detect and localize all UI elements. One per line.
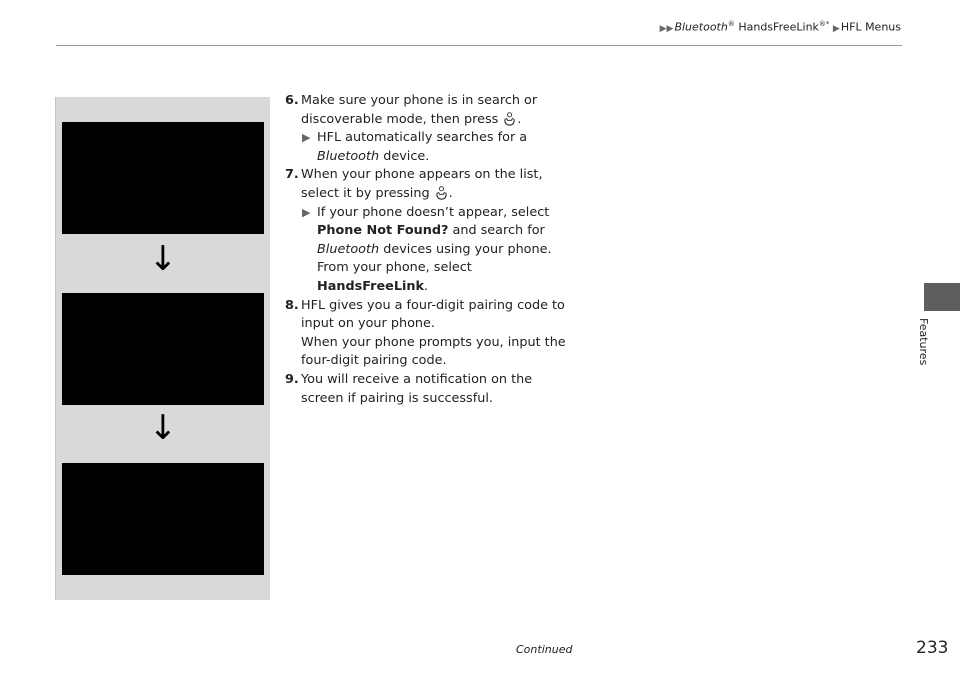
header-rule — [56, 45, 902, 46]
step-text: When your phone appears on the list, select it by pressing — [301, 167, 543, 201]
breadcrumb-hfl-menus: HFL Menus — [840, 20, 901, 34]
phone-not-found-label: Phone Not Found? — [317, 223, 449, 239]
step-7-result: ▶ If your phone doesn’t appear, select Phone Not Found? and search for Bluetooth devices using your phone. From your phone, select HandsFreeLink. — [302, 204, 552, 294]
screen-image-3 — [62, 463, 264, 575]
down-arrow-icon: ↓ — [148, 239, 178, 279]
breadcrumb-handsfreelink: HandsFreeLink — [734, 20, 819, 34]
step-text: HFL gives you a four-digit pairing code to input on your phone. — [301, 297, 565, 332]
page-number: 233 — [916, 638, 949, 658]
handsfreelink-label: HandsFreeLink — [317, 278, 424, 294]
breadcrumb: ▶▶Bluetooth® HandsFreeLink®* ▶HFL Menus — [659, 20, 901, 34]
instruction-steps — [285, 92, 575, 408]
step-8 — [285, 297, 575, 371]
section-tab — [924, 283, 960, 311]
triangle-icon: ▶ — [832, 23, 840, 34]
step-7: 7. When your phone appears on the list, select it by pressing . ▶ If your phone doesn’t appear, select Phone Not Found? and search for Bluetooth devices using your phone. From your phone, select HandsFreeLink. — [285, 166, 575, 296]
pick-up-button-icon — [502, 111, 517, 126]
step-9 — [285, 371, 575, 408]
step-6: 6. Make sure your phone is in search or discoverable mode, then press . ▶ HFL automatically searches for a Bluetooth device. — [285, 92, 575, 166]
screen-image-1 — [62, 122, 264, 234]
step-text: Make sure your phone is in search or discoverable mode, then press — [301, 93, 538, 127]
continued-label: Continued — [516, 643, 573, 656]
triangle-icon: ▶ — [302, 131, 311, 145]
step-number: 7. — [285, 167, 299, 183]
screen-image-2 — [62, 293, 264, 405]
step-6-result: ▶ HFL automatically searches for a Bluetooth device. — [302, 130, 528, 164]
step-number: 8. — [285, 297, 299, 313]
step-number: 6. — [285, 93, 299, 108]
step-number: 9. — [285, 371, 299, 387]
pick-up-button-icon — [434, 185, 449, 200]
screen-figure-panel — [55, 97, 270, 600]
down-arrow-icon: ↓ — [148, 408, 178, 448]
breadcrumb-bluetooth: Bluetooth — [674, 20, 728, 34]
triangle-icon: ▶▶ — [659, 23, 674, 34]
triangle-icon: ▶ — [302, 205, 311, 219]
step-text: You will receive a notification on the screen if pairing is successful. — [301, 371, 533, 406]
step-text: When your phone prompts you, input the four-digit pairing code. — [301, 334, 566, 369]
section-tab-label: Features — [917, 318, 930, 366]
